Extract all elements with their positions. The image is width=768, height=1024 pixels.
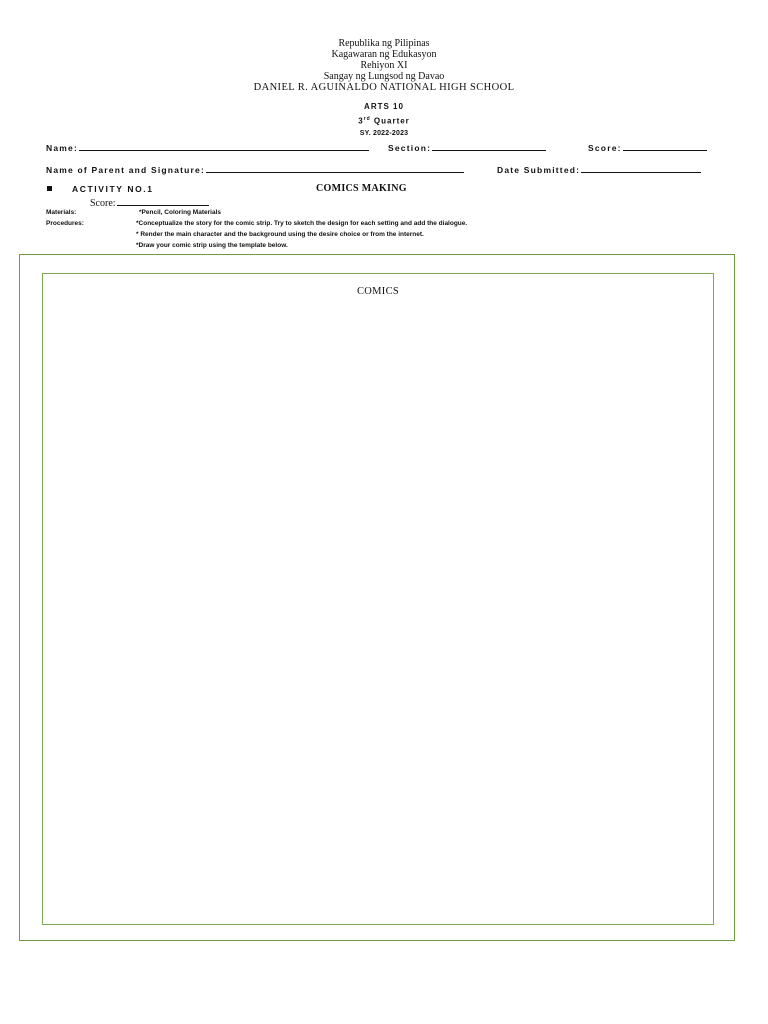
header-line-region: Rehiyon XI xyxy=(360,60,408,71)
activity-score-blank[interactable] xyxy=(117,196,209,206)
score-label: Score: xyxy=(588,143,622,153)
quarter-word: Quarter xyxy=(373,116,410,126)
materials-label: Materials: xyxy=(46,209,77,216)
school-name: DANIEL R. AGUINALDO NATIONAL HIGH SCHOOL xyxy=(253,82,515,93)
school-year: SY. 2022-2023 xyxy=(359,129,409,137)
name-label: Name: xyxy=(46,143,78,153)
quarter-suffix: rd xyxy=(363,116,371,122)
parent-signature-field[interactable] xyxy=(46,164,464,175)
header-line-republic: Republika ng Pilipinas xyxy=(338,38,430,49)
procedures-label: Procedures: xyxy=(46,220,84,227)
header-line-department: Kagawaran ng Edukasyon xyxy=(331,49,437,60)
square-bullet-icon xyxy=(47,186,52,191)
parent-signature-blank[interactable] xyxy=(206,164,464,173)
subject-block xyxy=(0,101,768,140)
activity-score-label: Score: xyxy=(90,198,116,209)
procedure-step: *Draw your comic strip using the template below. xyxy=(136,242,288,249)
date-submitted-blank[interactable] xyxy=(581,164,701,173)
procedure-step: *Conceptualize the story for the comic strip. Try to sketch the design for each setting and add the dialogue. xyxy=(136,220,468,227)
score-blank[interactable] xyxy=(623,142,707,151)
materials-value: *Pencil, Coloring Materials xyxy=(139,209,221,216)
date-submitted-field[interactable] xyxy=(497,164,701,175)
procedure-step: * Render the main character and the background using the desire choice or from the internet. xyxy=(136,231,424,238)
comics-label: COMICS xyxy=(356,286,400,297)
name-field[interactable] xyxy=(46,142,369,153)
date-submitted-label: Date Submitted: xyxy=(497,165,581,175)
activity-number: ACTIVITY NO.1 xyxy=(72,184,154,194)
quarter-number: 3 xyxy=(358,116,364,126)
document-header xyxy=(0,38,768,93)
section-field[interactable] xyxy=(388,142,546,153)
activity-score-field[interactable] xyxy=(90,196,209,209)
section-label: Section: xyxy=(388,143,432,153)
name-blank[interactable] xyxy=(79,142,369,151)
comic-drawing-area[interactable] xyxy=(42,273,714,925)
activity-title: COMICS MAKING xyxy=(316,183,407,194)
parent-signature-label: Name of Parent and Signature: xyxy=(46,165,206,175)
header-line-division: Sangay ng Lungsod ng Davao xyxy=(323,71,445,82)
score-field[interactable] xyxy=(588,142,707,153)
subject-title: ARTS 10 xyxy=(364,102,404,111)
section-blank[interactable] xyxy=(432,142,546,151)
quarter-line xyxy=(0,113,768,128)
